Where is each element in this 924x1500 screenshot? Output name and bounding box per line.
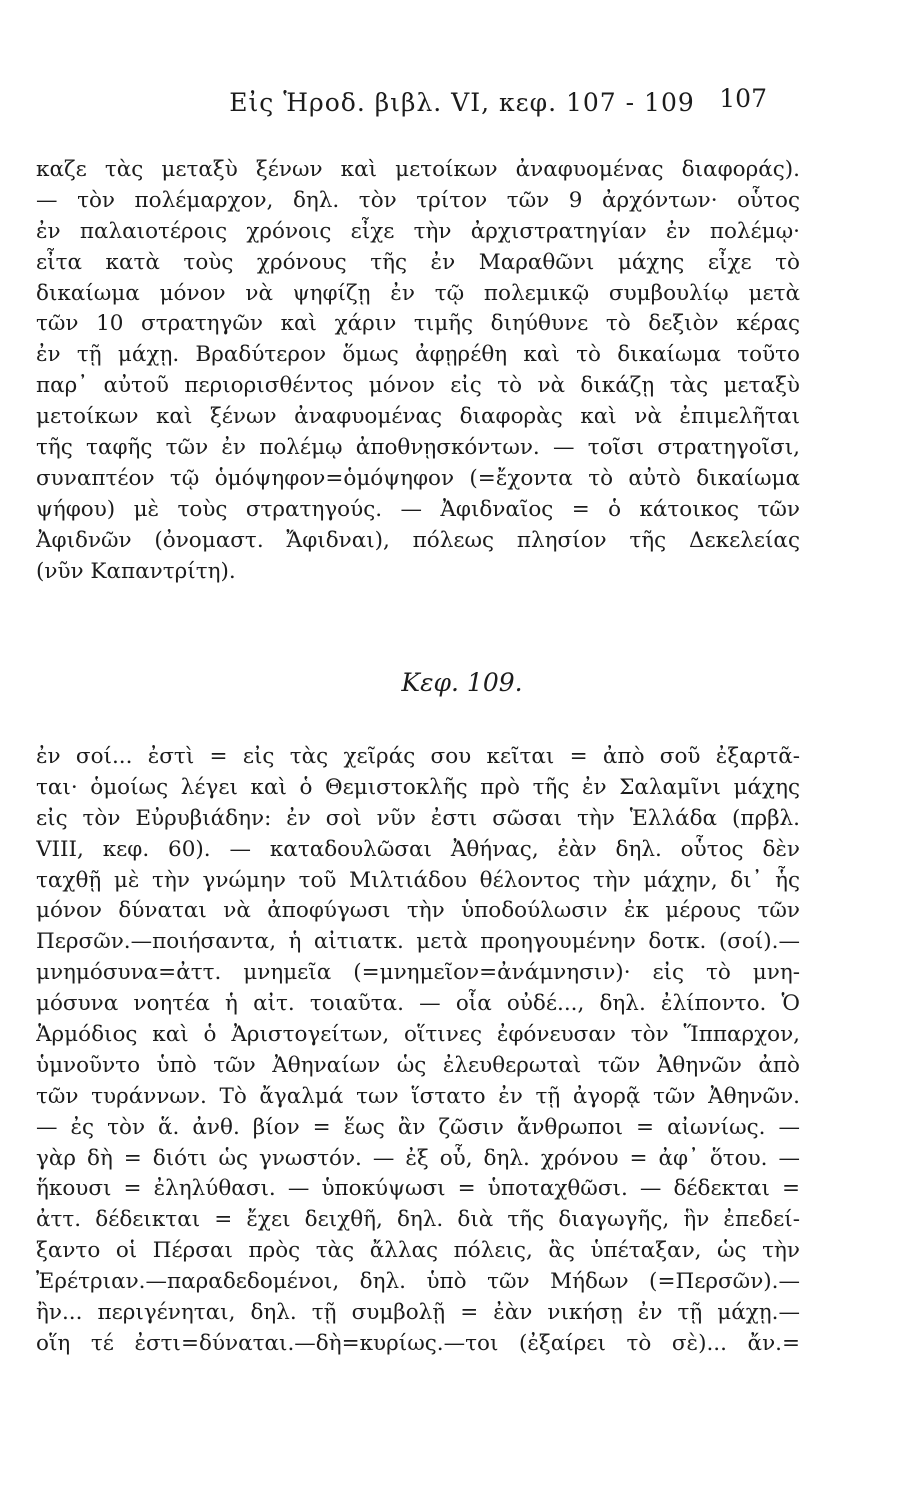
text-line: παρ᾽ αὐτοῦ περιορισθέντος μόνον εἰς τὸ νὰ δικάζῃ τὰς μεταξὺ (36, 373, 800, 399)
text-line: Ἐρέτριαν.—παραδεδομένοι, δηλ. ὑπὸ τῶν Μήδων (=Περσῶν).— (36, 1269, 800, 1295)
text-line: ἢν... περιγένηται, δηλ. τῇ συμβολῇ = ἐὰν νικήσῃ ἐν τῇ μάχῃ.— (36, 1300, 800, 1326)
text-line: μόσυνα νοητέα ἡ αἰτ. τοιαῦτα. — οἷα οὐδέ..., δηλ. ἐλίποντο. Ὁ (36, 991, 800, 1017)
text-line: (νῦν Καπαντρίτη). (36, 558, 236, 584)
text-line: ξαντο οἱ Πέρσαι πρὸς τὰς ἄλλας πόλεις, ἃς ὑπέταξαν, ὡς τὴν (36, 1238, 800, 1264)
text-line: τῆς ταφῆς τῶν ἐν πολέμῳ ἀποθνῃσκόντων. — τοῖσι στρατηγοῖσι, (36, 435, 800, 461)
text-line: ὑμνοῦντο ὑπὸ τῶν Ἀθηναίων ὡς ἐλευθερωταὶ τῶν Ἀθηνῶν ἀπὸ (36, 1052, 800, 1078)
text-line: τῶν 10 στρατηγῶν καὶ χάριν τιμῆς διηύθυνε τὸ δεξιὸν κέρας (36, 311, 800, 337)
page-number: 107 (719, 84, 767, 113)
running-title: Εἰς Ἡροδ. βιβλ. VI, κεφ. 107 - 109 (229, 88, 695, 117)
text-line: ἐν σοί... ἐστὶ = εἰς τὰς χεῖράς σου κεῖται = ἀπὸ σοῦ ἐξαρτᾶ- (36, 744, 800, 769)
text-line: ἥκουσι = ἐληλύθασι. — ὑποκύψωσι = ὑποταχθῶσι. — δέδεκται = (36, 1176, 800, 1202)
text-line: — τὸν πολέμαρχον, δηλ. τὸν τρίτον τῶν 9 ἀρχόντων· οὗτος (36, 187, 800, 213)
text-line: ἐν τῇ μάχῃ. Βραδύτερον ὅμως ἀφῃρέθη καὶ τὸ δικαίωμα τοῦτο (36, 342, 800, 368)
commentary-paragraph-1 (36, 155, 800, 587)
text-line: VIII, κεφ. 60). — καταδουλῶσαι Ἀθήνας, ἐὰν δηλ. οὗτος δὲν (36, 836, 800, 862)
text-line: ἀττ. δέδεικται = ἔχει δειχθῆ, δηλ. διὰ τῆς διαγωγῆς, ἣν ἐπεδεί- (36, 1207, 800, 1233)
text-line: οἵη τέ ἐστι=δύναται.—δὴ=κυρίως.—τοι (ἐξαίρει τὸ σὲ)... ἄν.= (36, 1330, 800, 1356)
text-line: μνημόσυνα=ἀττ. μνημεῖα (=μνημεῖον=ἀνάμνησιν)· εἰς τὸ μνη- (36, 960, 800, 986)
chapter-heading: Κεφ. 109. (401, 668, 523, 697)
text-line: εἰς τὸν Εὐρυβιάδην: ἐν σοὶ νῦν ἐστι σῶσαι τὴν Ἑλλάδα (πρβλ. (36, 805, 800, 831)
text-line: εἶτα κατὰ τοὺς χρόνους τῆς ἐν Μαραθῶνι μάχης εἶχε τὸ (36, 249, 800, 275)
text-line: δικαίωμα μόνον νὰ ψηφίζῃ ἐν τῷ πολεμικῷ συμβουλίῳ μετὰ (36, 280, 800, 306)
text-line: μετοίκων καὶ ξένων ἀναφυομένας διαφορὰς καὶ νὰ ἐπιμελῆται (36, 404, 800, 430)
text-line: Περσῶν.—ποιήσαντα, ἡ αἰτιατκ. μετὰ προηγουμένην δοτκ. (σοί).— (36, 929, 800, 955)
running-head (0, 82, 924, 122)
text-line: ταχθῇ μὲ τὴν γνώμην τοῦ Μιλτιάδου θέλοντος τὴν μάχην, δι᾽ ἧς (36, 867, 800, 893)
text-line: συναπτέον τῷ ὁμόψηφον=ὁμόψηφον (=ἔχοντα τὸ αὐτὸ δικαίωμα (36, 465, 800, 491)
text-line: τῶν τυράννων. Τὸ ἄγαλμά των ἵστατο ἐν τῇ ἀγορᾷ τῶν Ἀθηνῶν. (36, 1083, 800, 1109)
text-line: Ἁρμόδιος καὶ ὁ Ἀριστογείτων, οἵτινες ἐφόνευσαν τὸν Ἵππαρχον, (36, 1022, 800, 1048)
text-line: — ἐς τὸν ἅ. ἀνθ. βίον = ἕως ἂν ζῶσιν ἄνθρωποι = αἰωνίως. — (36, 1114, 800, 1140)
commentary-paragraph-2 (36, 742, 800, 1360)
text-line: Ἀφιδνῶν (ὀνομαστ. Ἄφιδναι), πόλεως πλησίον τῆς Δεκελείας (36, 527, 800, 553)
text-line: μόνον δύναται νὰ ἀποφύγωσι τὴν ὑποδούλωσιν ἐκ μέρους τῶν (36, 898, 800, 924)
text-line: γὰρ δὴ = διότι ὡς γνωστόν. — ἐξ οὗ, δηλ. χρόνου = ἀφ᾽ ὅτου. — (36, 1145, 800, 1171)
text-line: ται· ὁμοίως λέγει καὶ ὁ Θεμιστοκλῆς πρὸ τῆς ἐν Σαλαμῖνι μάχης (36, 774, 800, 800)
text-line: ψήφου) μὲ τοὺς στρατηγούς. — Ἀφιδναῖος = ὁ κάτοικος τῶν (36, 496, 800, 522)
text-line: καζε τὰς μεταξὺ ξένων καὶ μετοίκων ἀναφυομένας διαφοράς). (36, 157, 800, 182)
text-line: ἐν παλαιοτέροις χρόνοις εἶχε τὴν ἀρχιστρατηγίαν ἐν πολέμῳ· (36, 218, 800, 244)
